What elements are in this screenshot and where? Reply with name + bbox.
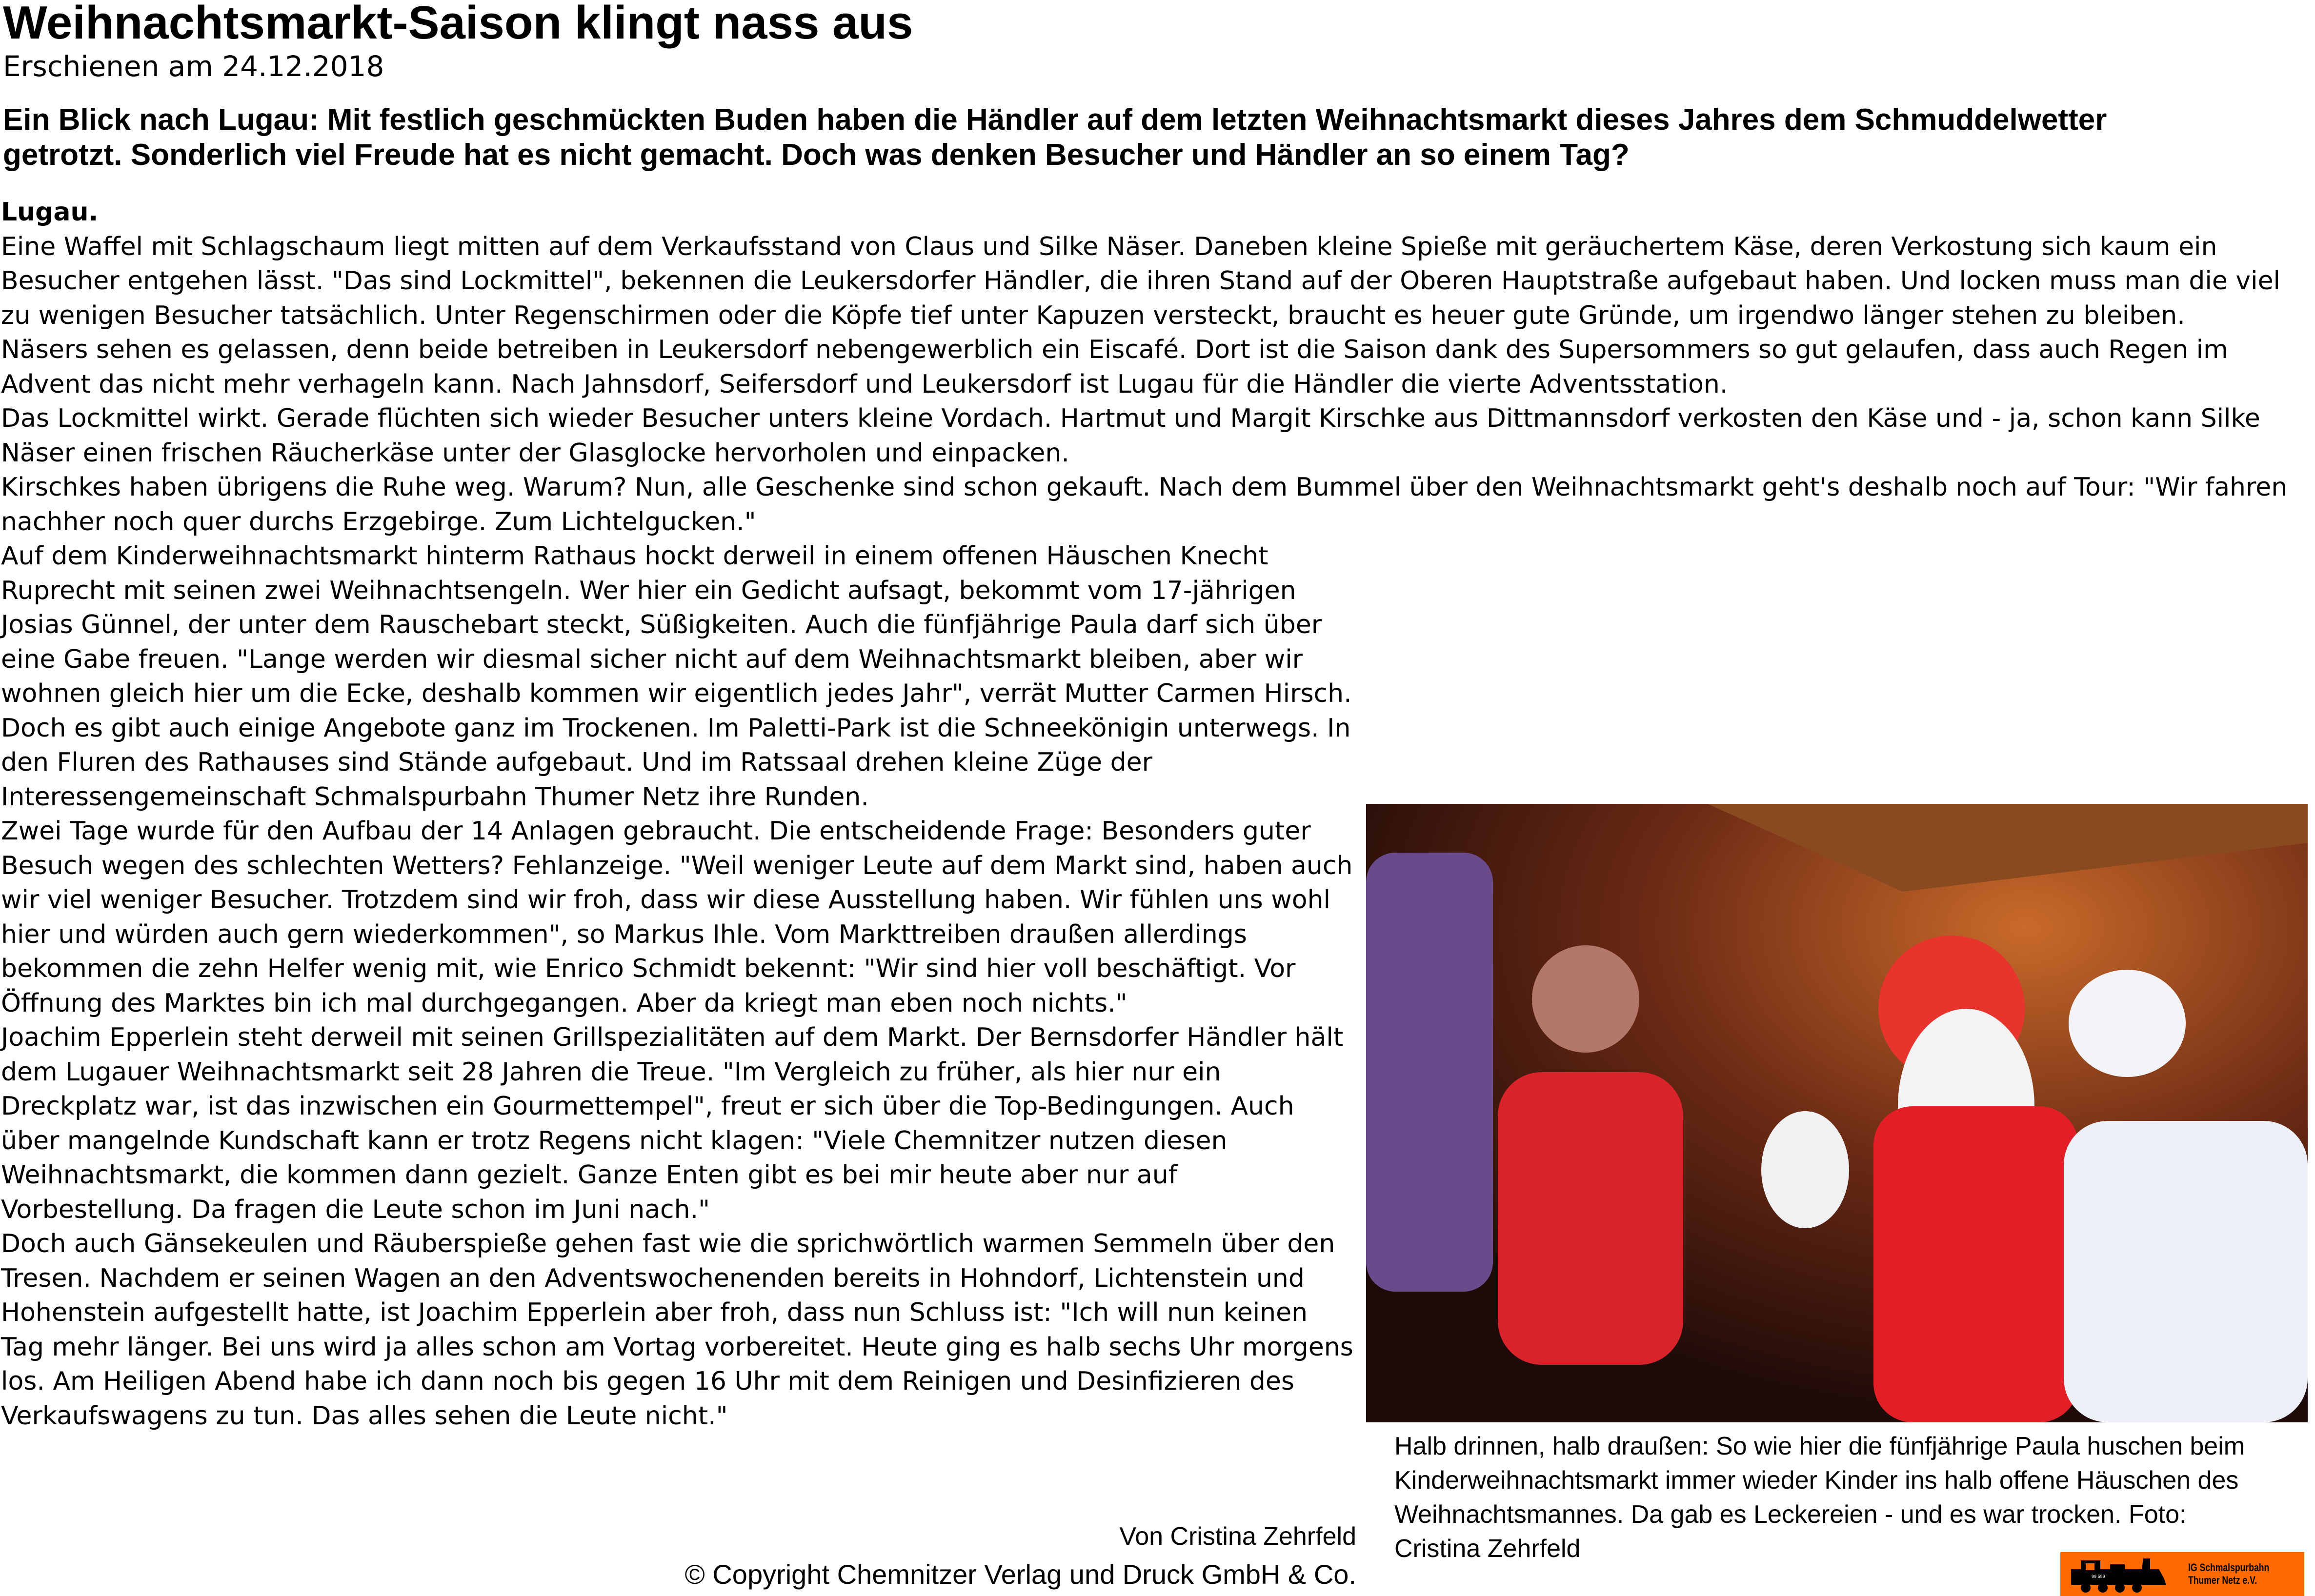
paragraph: Das Lockmittel wirkt. Gerade flüchten sich wieder Besucher unters kleine Vordach. Hartmut und Margit Kirschke aus Dittmannsdorf verkosten den Käse und - ja, schon kann Silke Näser einen frischen Räucherkäse unter der Glasglocke hervorholen und einpacken.: [1, 404, 2260, 468]
copyright-notice: © Copyright Chemnitzer Verlag und Druck GmbH & Co.: [684, 1559, 1356, 1590]
author-byline: Von Cristina Zehrfeld: [1119, 1522, 1356, 1551]
article-title: Weihnachtsmarkt-Saison klingt nass aus: [3, 0, 913, 49]
child-face: [1532, 945, 1639, 1053]
paragraph: Zwei Tage wurde für den Aufbau der 14 Anlagen gebraucht. Die entscheidende Frage: Besonders guter Besuch wegen des schlechten Wetters? Fehlanzeige. "Weil weniger Leute auf dem Markt sind, haben auch wir viel weniger Besucher. Trotzdem sind wir froh, dass wir diese Ausstellung haben. Wir fühlen uns wohl hier und würden auch gern wiederkommen", so Markus Ihle. Vom Markttreiben draußen allerdings bekommen die zehn Helfer wenig mit, wie Enrico Schmidt bekennt: "Wir sind hier voll beschäftigt. Vor Öffnung des Marktes bin ich mal durchgegangen. Aber da kriegt man eben noch nichts.": [1, 817, 1353, 1018]
locomotive-icon: [2066, 1555, 2174, 1594]
article-photo: [1366, 804, 2308, 1422]
dateline: Lugau.: [1, 198, 99, 227]
angel-dress: [2064, 1121, 2308, 1422]
logo-line-2: Thumer Netz e.V.: [2188, 1574, 2257, 1586]
angel-hat: [2069, 970, 2186, 1077]
article-lead: Ein Blick nach Lugau: Mit festlich geschmückten Buden haben die Händler auf dem letzten Weihnachtsmarkt dieses Jahres dem Schmuddelwetter getrotzt. Sonderlich viel Freude hat es nicht gemacht. Doch was denken Besucher und Händler an so einem Tag?: [3, 103, 2107, 172]
paragraph: Auf dem Kinderweihnachtsmarkt hinterm Rathaus hockt derweil in einem offenen Häuschen Knecht Ruprecht mit seinen zwei Weihnachtsengeln. Wer hier ein Gedicht aufsagt, bekommt vom 17-jährigen Josias Günnel, der unter dem Rauschebart steckt, Süßigkeiten. Auch die fünfjährige Paula darf sich über eine Gabe freuen. "Lange werden wir diesmal sicher nicht auf dem Weihnachtsmarkt bleiben, aber wir wohnen gleich hier um die Ecke, deshalb kommen wir eigentlich jedes Jahr", verrät Mutter Carmen Hirsch. Doch es gibt auch einige Angebote ganz im Trockenen. Im Paletti-Park ist die Schneekönigin unterwegs. In den Fluren des Rathauses sind Stände aufgebaut. Und im Ratssaal drehen kleine Züge der Interessengemeinschaft Schmalspurbahn Thumer Netz ihre Runden.: [1, 541, 1352, 812]
publish-date: Erschienen am 24.12.2018: [3, 50, 384, 83]
santa-coat: [1873, 1106, 2078, 1422]
paragraph: Kirschkes haben übrigens die Ruhe weg. Warum? Nun, alle Geschenke sind schon gekauft. Nach dem Bummel über den Weihnachtsmarkt geht's deshalb noch auf Tour: "Wir fahren nachher noch quer durchs Erzgebirge. Zum Lichtelgucken.": [1, 473, 2288, 537]
small-angel: [1761, 1111, 1849, 1228]
photo-caption: Halb drinnen, halb draußen: So wie hier die fünfjährige Paula huschen beim Kinderweihnachtsmarkt immer wieder Kinder ins halb offene Häuschen des Weihnachtsmannes. Da gab es Leckereien - und es war trocken. Foto: Cristina Zehrfeld: [1394, 1432, 2245, 1563]
santa-photo-illustration: [1366, 804, 2308, 1422]
logo-line-1: IG Schmalspurbahn: [2188, 1561, 2270, 1574]
child-jacket: [1498, 1072, 1683, 1365]
loco-number: 99 599: [2092, 1574, 2105, 1579]
ig-schmalspurbahn-logo: [2060, 1552, 2304, 1596]
paragraph: Doch auch Gänsekeulen und Räuberspieße gehen fast wie die sprichwörtlich warmen Semmeln über den Tresen. Nachdem er seinen Wagen an den Adventswochenenden bereits in Hohndorf, Lichtenstein und Hohenstein aufgestellt hatte, ist Joachim Epperlein aber froh, dass nun Schluss ist: "Ich will nun keinen Tag mehr länger. Bei uns wird ja alles schon am Vortag vorbereitet. Heute ging es halb sechs Uhr morgens los. Am Heiligen Abend habe ich dann noch bis gegen 16 Uhr mit dem Reinigen und Desinfizieren des Verkaufswagens zu tun. Das alles sehen die Leute nicht.": [1, 1229, 1353, 1431]
paragraph: Näsers sehen es gelassen, denn beide betreiben in Leukersdorf nebengewerblich ein Eiscafé. Dort ist die Saison dank des Supersommers so gut gelaufen, dass auch Regen im Advent das nicht mehr verhageln kann. Nach Jahnsdorf, Seifersdorf und Leukersdorf ist Lugau für die Händler die vierte Adventsstation.: [1, 335, 2228, 399]
paragraph: Eine Waffel mit Schlagschaum liegt mitten auf dem Verkaufsstand von Claus und Silke Näser. Daneben kleine Spieße mit geräuchertem Käse, deren Verkostung sich kaum ein Besucher entgehen lässt. "Das sind Lockmittel", bekennen die Leukersdorfer Händler, die ihren Stand auf der Oberen Hauptstraße aufgebaut haben. Und locken muss man die viel zu wenigen Besucher tatsächlich. Unter Regenschirmen oder die Köpfe tief unter Kapuzen versteckt, braucht es heuer gute Gründe, um irgendwo länger stehen zu bleiben.: [1, 232, 2281, 330]
paragraph: Joachim Epperlein steht derweil mit seinen Grillspezialitäten auf dem Markt. Der Bernsdorfer Händler hält dem Lugauer Weihnachtsmarkt seit 28 Jahren die Treue. "Im Vergleich zu früher, als hier nur ein Dreckplatz war, ist das inzwischen ein Gourmettempel", freut er sich über die Top-Bedingungen. Auch über mangelnde Kundschaft kann er trotz Regens nicht klagen: "Viele Chemnitzer nutzen diesen Weihnachtsmarkt, die kommen dann gezielt. Ganze Enten gibt es bei mir heute aber nur auf Vorbestellung. Da fragen die Leute schon im Juni nach.": [1, 1023, 1344, 1224]
adult-left: [1366, 853, 1493, 1292]
logo-text: [2188, 1561, 2269, 1587]
